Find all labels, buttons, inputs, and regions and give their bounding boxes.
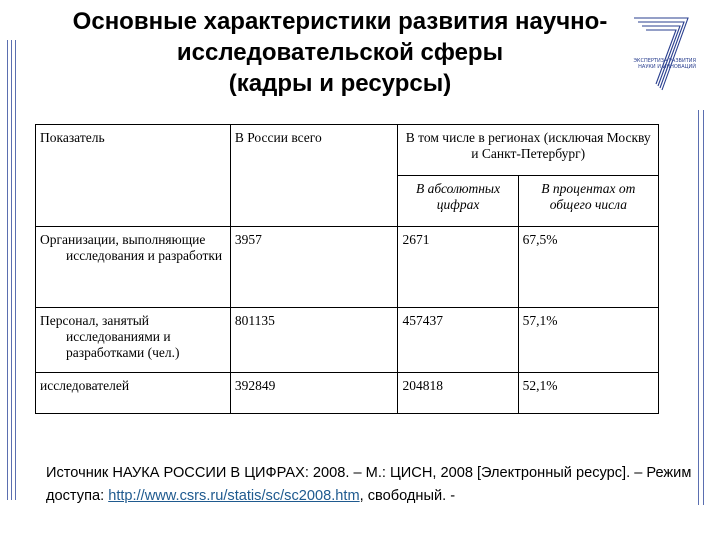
row-absolute: 2671	[398, 227, 518, 308]
source-suffix: , свободный. -	[359, 488, 456, 504]
row-russia-total: 3957	[230, 227, 398, 308]
row-russia-total: 801135	[230, 308, 398, 373]
seven-logo-icon	[628, 12, 696, 92]
row-indicator: исследователей	[36, 373, 231, 414]
row-indicator: Организации, выполняющие исследования и разработки	[36, 227, 231, 308]
slide-title	[40, 6, 640, 99]
row-percent: 52,1%	[518, 373, 658, 414]
header-absolute: В абсолютных цифрах	[398, 176, 518, 227]
source-prefix: Источник НАУКА РОССИИ В ЦИФРАХ: 2008. – М.: ЦИСН, 2008 [Электронный ресурс]. – Режим доступа:	[46, 465, 692, 504]
table-row	[36, 227, 659, 308]
header-regions: В том числе в регионах (исключая Москву и Санкт-Петербург)	[398, 125, 659, 176]
row-percent: 67,5%	[518, 227, 658, 308]
right-decorative-border	[698, 110, 708, 505]
data-table	[35, 124, 659, 414]
source-link[interactable]: http://www.csrs.ru/statis/sc/sc2008.htm	[108, 488, 360, 504]
title-line-3: (кадры и ресурсы)	[228, 70, 452, 97]
row-indicator: Персонал, занятый исследованиями и разработками (чел.)	[36, 308, 231, 373]
source-citation	[46, 462, 696, 508]
row-absolute: 204818	[398, 373, 518, 414]
left-decorative-border	[7, 40, 17, 500]
header-percent: В процентах от общего числа	[518, 176, 658, 227]
row-russia-total: 392849	[230, 373, 398, 414]
row-absolute: 457437	[398, 308, 518, 373]
table-row	[36, 373, 659, 414]
table-row	[36, 308, 659, 373]
row-percent: 57,1%	[518, 308, 658, 373]
header-indicator: Показатель	[36, 125, 231, 227]
title-line-2: исследовательской сферы	[176, 39, 504, 66]
title-line-1: Основные характеристики развития научно-	[72, 8, 608, 35]
logo-caption: ЭКСПЕРТИЗА РАЗВИТИЯ НАУКИ И ИННОВАЦИЙ	[633, 58, 696, 70]
table-header-row	[36, 125, 659, 176]
header-russia-total: В России всего	[230, 125, 398, 227]
